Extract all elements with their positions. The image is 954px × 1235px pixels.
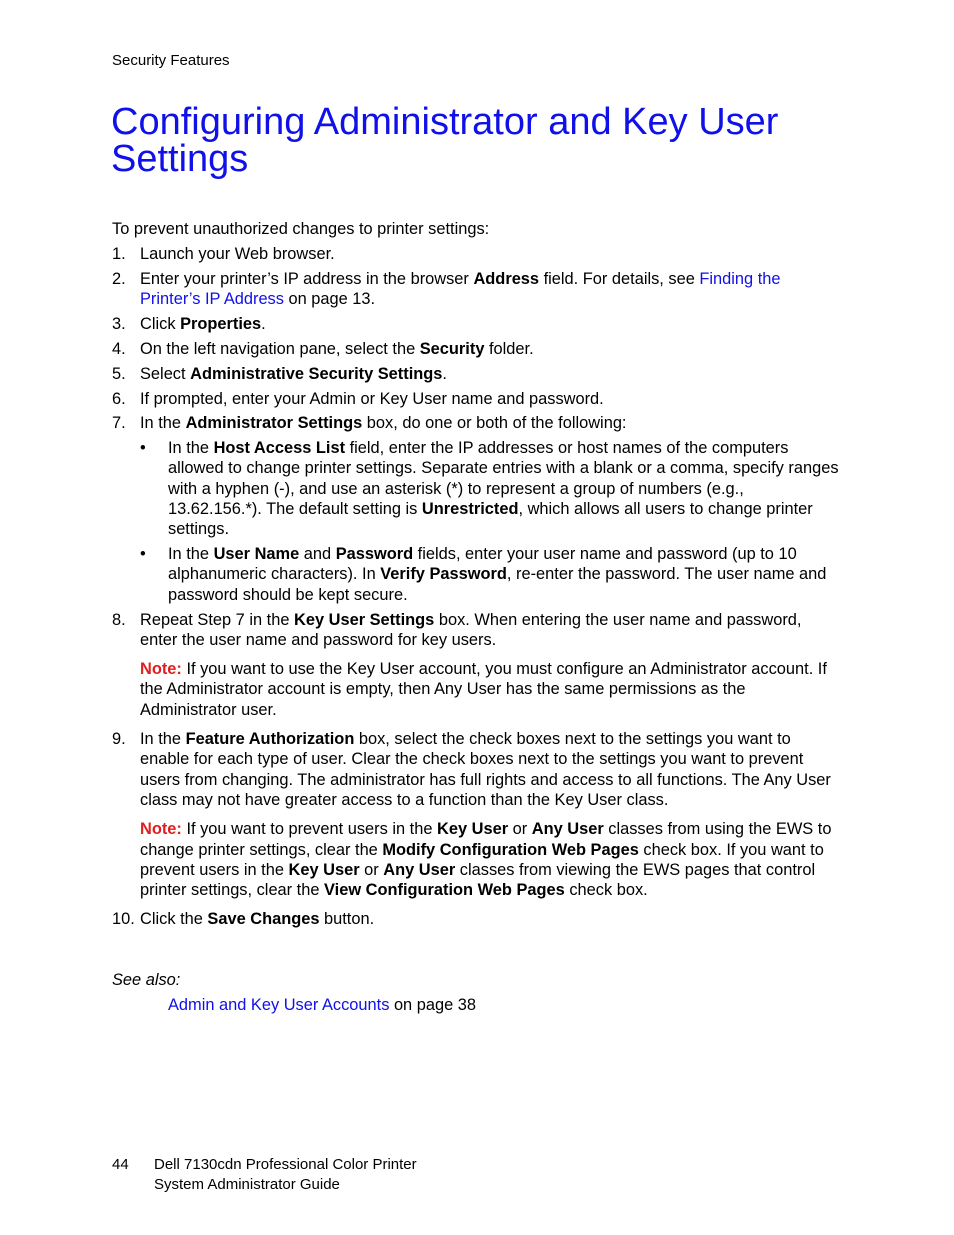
text-run: , which allows all users to change printer settings. [168,500,813,539]
bold-term: Properties [180,315,262,334]
text-run: Click the [140,910,208,929]
bold-term: Verify Password [380,565,507,584]
bullet-text [168,544,842,605]
step-text [140,729,842,810]
cross-reference-link[interactable]: Admin and Key User Accounts [168,995,390,1014]
step-text [140,314,842,334]
text-run: check box. [564,881,648,900]
step-text [140,909,842,929]
text-run: If you want to prevent users in the [181,820,437,839]
text-run: box. When entering the user name and password, enter the user name and password for key users. [140,610,802,649]
list-item [112,413,842,433]
step-text [140,610,842,651]
note-label: Note: [140,660,182,679]
text-run: and [299,545,336,564]
text-run: If you want to use the Key User account, you must configure an Administrator account. If the Administrator account is empty, then Any User has the same permissions as the Administrator user. [140,660,827,719]
list-item [112,610,842,651]
bold-term: Host Access List [213,439,346,458]
text-run: In the [168,545,214,564]
bold-term: Password [335,545,414,564]
text-run: field, enter the IP addresses or host names of the computers allowed to change printer settings. Separate entries with a blank or a comma, specify ranges with a hyphen (-), and use an asterisk (*) to represent a group of numbers (e.g., 13.62.156.*). The default setting is [168,439,839,519]
text-run: On the left navigation pane, select the [140,339,420,358]
text-run: Select [140,364,191,383]
step-text [140,244,842,264]
note-block [140,819,842,900]
text-run: . [261,315,266,334]
text-run: fields, enter your user name and password (up to 10 alphanumeric characters). In [168,545,797,584]
note-label: Note: [140,820,182,839]
bold-term: Unrestricted [421,500,519,519]
text-run: classes from viewing the EWS pages that control printer settings, clear the [140,860,816,900]
step-text [140,269,842,310]
text-run: on page 13. [283,290,376,309]
text-run: box, select the check boxes next to the settings you want to enable for each type of user. Clear the check boxes next to the settings you want to prevent users from changing. The administrator has full rights and access to all functions. The Any User class may not have greater access to a function than the Key User class. [140,730,831,809]
text-run: Repeat Step 7 in the [140,610,294,629]
steps-list [112,244,842,929]
note-block [140,659,842,720]
step-number: 7. [112,414,126,433]
list-item [112,244,842,264]
see-also-item [168,995,842,1015]
bullet-icon: • [140,439,146,458]
text-run: or [359,860,384,879]
bold-term: Key User Settings [294,610,435,629]
text-run: In the [140,730,186,749]
intro-text: To prevent unauthorized changes to printer settings: [112,220,490,238]
step-number: 9. [112,730,126,749]
bullet-item [140,544,842,605]
list-item [112,909,842,929]
text-run: check box. If you want to prevent users in the [140,840,824,879]
text-run: Launch your Web browser. [140,245,335,264]
see-also-list [112,995,842,1015]
bold-term: Security [419,339,485,358]
bold-term: Modify Configuration Web Pages [382,840,639,859]
step-text [140,364,842,384]
bullet-item [140,438,842,539]
text-run: on page 38 [389,995,476,1014]
bold-term: Key User [437,820,509,839]
text-run: In the [140,414,186,433]
step-number: 3. [112,315,126,334]
bold-term: Save Changes [207,910,320,929]
footer-guide: System Administrator Guide [154,1176,340,1193]
text-run: , re-enter the password. The user name and password should be kept secure. [168,565,827,604]
step-number: 10. [112,910,135,929]
step-number: 8. [112,610,126,629]
bold-term: User Name [213,545,300,564]
page-footer [112,1155,417,1195]
list-item [112,339,842,359]
text-run: button. [319,910,375,929]
text-run: . [442,364,447,383]
bold-term: Key User [288,860,360,879]
text-run: If prompted, enter your Admin or Key User name and password. [140,389,604,408]
main-content [112,219,842,1015]
section-name: Security Features [112,52,230,69]
text-run: box, do one or both of the following: [362,414,627,433]
step-text [140,389,842,409]
step-number: 4. [112,339,126,358]
bold-term: Address [473,270,540,289]
text-run: classes from using the EWS to change printer settings, clear the [140,820,832,859]
step-number: 1. [112,245,126,264]
page-number: 44 [112,1156,129,1173]
list-item [112,269,842,310]
footer-title [154,1155,417,1195]
step-number: 2. [112,270,126,289]
list-item [112,729,842,810]
text-run: In the [168,439,214,458]
bold-term: Any User [383,860,456,879]
bullet-text [168,438,842,539]
step-text [140,339,842,359]
bold-term: Any User [531,820,604,839]
list-item [112,314,842,334]
text-run: Enter your printer’s IP address in the browser [140,270,474,289]
cross-reference-link[interactable]: Finding the Printer’s IP Address [140,270,781,309]
see-also-label: See also: [112,970,181,989]
text-run: folder. [484,339,534,358]
step-number: 5. [112,364,126,383]
text-run: Click [140,315,181,334]
step-text [140,413,842,433]
page-title: Configuring Administrator and Key User Settings [111,101,779,180]
bold-term: View Configuration Web Pages [324,881,565,900]
text-run: field. For details, see [539,270,700,289]
footer-product: Dell 7130cdn Professional Color Printer [154,1156,417,1173]
text-run: or [508,820,532,839]
bold-term: Feature Authorization [185,730,355,749]
list-item [112,389,842,409]
bold-term: Administrator Settings [185,414,363,433]
step-number: 6. [112,389,126,408]
list-item [112,364,842,384]
bullet-icon: • [140,545,146,564]
bold-term: Administrative Security Settings [190,364,443,383]
running-header [112,51,230,71]
